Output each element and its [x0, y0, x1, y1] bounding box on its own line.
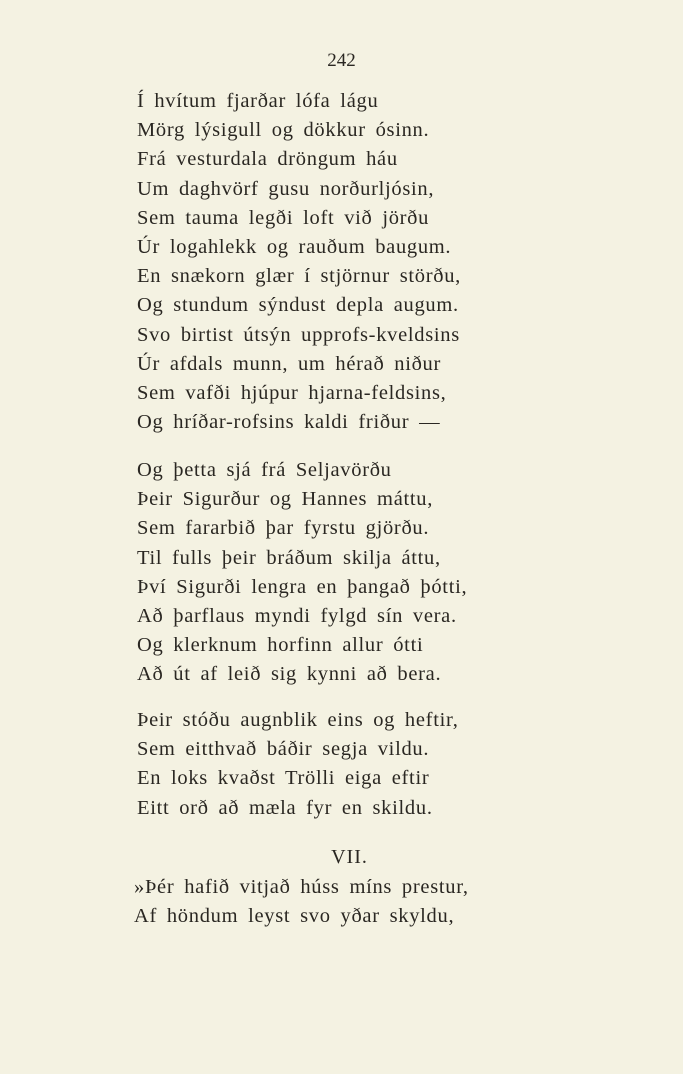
- verse-line: Þeir stóðu augnblik eins og heftir,: [137, 709, 459, 731]
- section-heading: VII.: [331, 846, 368, 868]
- verse-line: Því Sigurði lengra en þangað þótti,: [137, 575, 468, 598]
- verse-line: Og hríðar-rofsins kaldi friður —: [137, 411, 441, 434]
- stanza-2: [137, 456, 467, 690]
- verse-line: Um daghvörf gusu norðurljósin,: [137, 177, 435, 200]
- verse-line: Sem tauma legði loft við jörðu: [137, 206, 430, 229]
- verse-line: Sem vafði hjúpur hjarna-feldsins,: [137, 381, 447, 404]
- page-number: 242: [327, 50, 356, 71]
- verse-line: Sem fararbið þar fyrstu gjörðu.: [137, 517, 430, 540]
- verse-line: Sem eitthvað báðir segja vildu.: [137, 738, 430, 761]
- verse-line: Úr afdals munn, um hérað niður: [137, 352, 442, 375]
- verse-line: Af höndum leyst svo yðar skyldu,: [134, 905, 455, 928]
- verse-line: Frá vesturdala dröngum háu: [137, 148, 398, 171]
- verse-line: Að út af leið sig kynni að bera.: [137, 663, 442, 686]
- stanza-4: [134, 873, 469, 931]
- verse-line: »Þér hafið vitjað húss míns prestur,: [134, 876, 469, 898]
- verse-line: Og þetta sjá frá Seljavörðu: [137, 459, 392, 481]
- verse-line: Og klerknum horfinn allur ótti: [137, 634, 424, 657]
- verse-line: Mörg lýsigull og dökkur ósinn.: [137, 119, 430, 142]
- verse-line: En snækorn glær í stjörnur störðu,: [137, 265, 461, 288]
- verse-line: Úr logahlekk og rauðum baugum.: [137, 235, 452, 258]
- stanza-1: [137, 87, 461, 437]
- stanza-3: [137, 706, 459, 823]
- verse-line: Í hvítum fjarðar lófa lágu: [137, 90, 379, 112]
- verse-line: Eitt orð að mæla fyr en skildu.: [137, 796, 433, 819]
- verse-line: Til fulls þeir bráðum skilja áttu,: [137, 546, 441, 569]
- verse-line: En loks kvaðst Trölli eiga eftir: [137, 767, 430, 790]
- verse-line: Svo birtist útsýn upprofs-kveldsins: [137, 323, 460, 346]
- verse-line: Þeir Sigurður og Hannes máttu,: [137, 488, 434, 511]
- verse-line: Að þarflaus myndi fylgd sín vera.: [137, 604, 457, 627]
- verse-line: Og stundum sýndust depla augum.: [137, 294, 459, 317]
